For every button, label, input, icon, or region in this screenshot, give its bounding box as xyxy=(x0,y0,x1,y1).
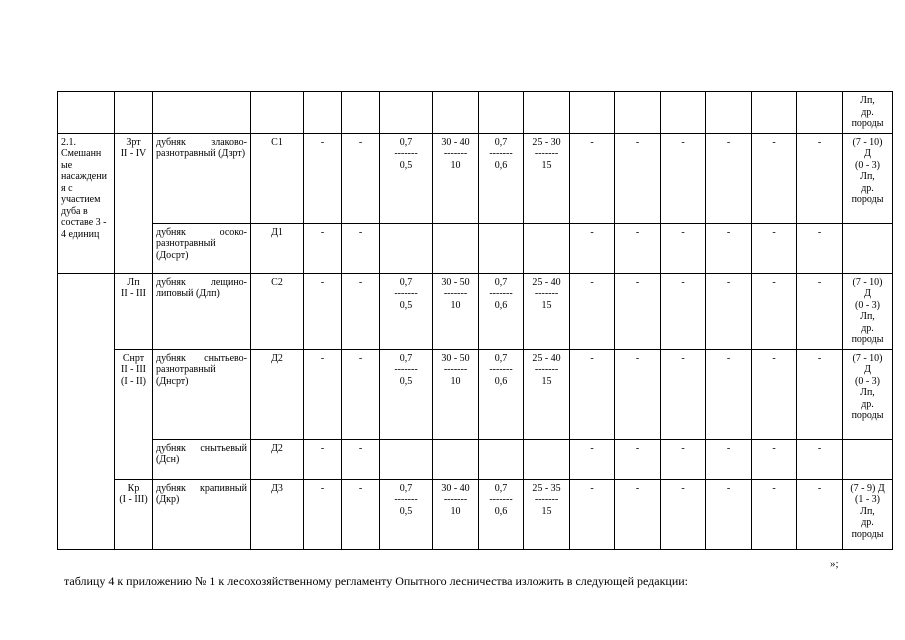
table-cell: - xyxy=(615,273,661,349)
group-cell xyxy=(58,273,115,549)
table-row xyxy=(58,349,893,439)
table-cell xyxy=(115,92,153,134)
table-cell xyxy=(524,439,570,479)
table-cell: - xyxy=(304,223,342,273)
table-cell xyxy=(479,92,524,134)
table-cell: - xyxy=(661,273,706,349)
fraction-cell-part: 0,7 xyxy=(494,276,508,288)
type-cell: дубняк снытьевый (Дсн) xyxy=(153,439,251,479)
table-cell: - xyxy=(570,479,615,549)
table-cell xyxy=(615,92,661,134)
fraction-cell-part: 10 xyxy=(450,159,461,171)
table-cell xyxy=(58,92,115,134)
table-cell: - xyxy=(706,439,752,479)
fraction-cell xyxy=(380,133,433,223)
table-cell xyxy=(433,223,479,273)
table-cell: - xyxy=(797,439,843,479)
fraction-cell-part: 25 - 40 xyxy=(532,276,561,288)
fraction-cell-part: 15 xyxy=(541,159,552,171)
group-cell: 2.1. Смешанн ые насаждени я с участием дуба в составе 3 - 4 единиц xyxy=(58,133,115,273)
fraction-cell-part: 0,5 xyxy=(399,159,413,171)
fraction-cell-part: ------- xyxy=(489,494,513,505)
table-cell xyxy=(304,92,342,134)
fraction-cell-part: 0,6 xyxy=(494,299,508,311)
fraction-cell-part: 0,6 xyxy=(494,375,508,387)
table-cell: - xyxy=(661,439,706,479)
table-cell xyxy=(706,92,752,134)
table-cell: - xyxy=(661,349,706,439)
table-cell xyxy=(797,92,843,134)
fraction-cell-part: ------- xyxy=(534,494,559,505)
table-cell xyxy=(570,92,615,134)
end-quote-mark: »; xyxy=(830,558,839,570)
code-cell: Лп II - III xyxy=(115,273,153,349)
table-cell: - xyxy=(797,479,843,549)
table-cell xyxy=(153,92,251,134)
fraction-cell-part: ------- xyxy=(489,148,513,159)
type-cell: дубняк снытьево-разнотравный (Днсрт) xyxy=(153,349,251,439)
fraction-cell-part: ------- xyxy=(443,288,468,299)
fraction-cell-part: 0,7 xyxy=(494,482,508,494)
fraction-cell-part: 0,7 xyxy=(399,352,413,364)
fraction-cell-part: 25 - 30 xyxy=(532,136,561,148)
table-cell: - xyxy=(797,349,843,439)
table-cell: - xyxy=(752,273,797,349)
fraction-cell-part: ------- xyxy=(394,288,418,299)
table-cell: - xyxy=(342,349,380,439)
code-cell: Кр (I - III) xyxy=(115,479,153,549)
fraction-cell-part: 25 - 35 xyxy=(532,482,561,494)
class-cell: Д3 xyxy=(251,479,304,549)
table-cell xyxy=(433,439,479,479)
fraction-cell-part: 0,7 xyxy=(494,136,508,148)
fraction-cell-part: 0,7 xyxy=(494,352,508,364)
composition-cell: (7 - 9) Д (1 - 3) Лп, др. породы xyxy=(843,479,893,549)
fraction-cell-part: 10 xyxy=(450,375,461,387)
table-row xyxy=(58,223,893,273)
table-cell: - xyxy=(342,223,380,273)
table-cell xyxy=(752,92,797,134)
type-cell: дубняк осоко-разнотравный (Досрт) xyxy=(153,223,251,273)
fraction-cell xyxy=(524,349,570,439)
table-cell: - xyxy=(615,439,661,479)
composition-cell: (7 - 10) Д (0 - 3) Лп, др. породы xyxy=(843,273,893,349)
table-cell xyxy=(380,92,433,134)
fraction-cell-part: 30 - 50 xyxy=(441,352,470,364)
regulation-table xyxy=(57,91,893,550)
composition-cell: (7 - 10) Д (0 - 3) Лп, др. породы xyxy=(843,133,893,223)
table-cell: - xyxy=(304,349,342,439)
fraction-cell-part: 30 - 50 xyxy=(441,276,470,288)
composition-cell xyxy=(843,223,893,273)
table-cell: - xyxy=(304,439,342,479)
fraction-cell-part: ------- xyxy=(394,148,418,159)
table-cell: - xyxy=(706,223,752,273)
table-cell: - xyxy=(752,439,797,479)
fraction-cell-part: 0,7 xyxy=(399,136,413,148)
table-row xyxy=(58,92,893,134)
table-cell: - xyxy=(570,439,615,479)
class-cell: Д2 xyxy=(251,349,304,439)
fraction-cell xyxy=(524,273,570,349)
composition-cell xyxy=(843,439,893,479)
table-cell: - xyxy=(304,273,342,349)
fraction-cell-part: 0,6 xyxy=(494,159,508,171)
type-cell: дубняк злаково-разнотравный (Дзрт) xyxy=(153,133,251,223)
code-cell: Снрт II - III (I - II) xyxy=(115,349,153,479)
fraction-cell-part: 0,6 xyxy=(494,505,508,517)
table-cell xyxy=(661,92,706,134)
table-cell xyxy=(380,223,433,273)
fraction-cell-part: 0,5 xyxy=(399,375,413,387)
fraction-cell xyxy=(479,479,524,549)
fraction-cell xyxy=(524,479,570,549)
table-cell: - xyxy=(615,133,661,223)
fraction-cell xyxy=(433,349,479,439)
fraction-cell-part: ------- xyxy=(534,364,559,375)
fraction-cell xyxy=(524,133,570,223)
fraction-cell xyxy=(479,273,524,349)
table-cell: - xyxy=(342,133,380,223)
table-cell: - xyxy=(342,479,380,549)
table-cell: - xyxy=(570,349,615,439)
table-cell: - xyxy=(797,223,843,273)
table-cell: - xyxy=(615,223,661,273)
table-cell xyxy=(479,439,524,479)
fraction-cell xyxy=(479,133,524,223)
table-cell: - xyxy=(342,439,380,479)
fraction-cell xyxy=(433,479,479,549)
table-row xyxy=(58,273,893,349)
table-row xyxy=(58,133,893,223)
class-cell: Д1 xyxy=(251,223,304,273)
fraction-cell-part: 0,5 xyxy=(399,299,413,311)
composition-cell: (7 - 10) Д (0 - 3) Лп, др. породы xyxy=(843,349,893,439)
table-cell: - xyxy=(752,479,797,549)
class-cell: Д2 xyxy=(251,439,304,479)
fraction-cell-part: 10 xyxy=(450,505,461,517)
table-cell: - xyxy=(706,479,752,549)
table-cell: - xyxy=(570,273,615,349)
table-cell: - xyxy=(797,133,843,223)
table-row xyxy=(58,439,893,479)
table-cell xyxy=(524,92,570,134)
table-cell: - xyxy=(570,133,615,223)
fraction-cell-part: 0,7 xyxy=(399,276,413,288)
table-cell xyxy=(380,439,433,479)
fraction-cell-part: 15 xyxy=(541,299,552,311)
table-cell: - xyxy=(752,223,797,273)
class-cell: С1 xyxy=(251,133,304,223)
fraction-cell-part: 15 xyxy=(541,375,552,387)
table-cell xyxy=(251,92,304,134)
fraction-cell-part: ------- xyxy=(489,288,513,299)
table-cell: - xyxy=(304,133,342,223)
table-cell xyxy=(524,223,570,273)
table-cell: - xyxy=(752,133,797,223)
fraction-cell-part: 25 - 40 xyxy=(532,352,561,364)
table-cell: - xyxy=(570,223,615,273)
table-cell: - xyxy=(342,273,380,349)
fraction-cell-part: ------- xyxy=(443,364,468,375)
table-cell: - xyxy=(615,479,661,549)
fraction-cell-part: 30 - 40 xyxy=(441,136,470,148)
amendment-note: таблицу 4 к приложению № 1 к лесохозяйственному регламенту Опытного лесничества изложить в следующей редакции: xyxy=(64,574,689,588)
type-cell: дубняк лещино-липовый (Длп) xyxy=(153,273,251,349)
table-cell xyxy=(433,92,479,134)
table-cell: Лп, др. породы xyxy=(843,92,893,134)
fraction-cell-part: ------- xyxy=(489,364,513,375)
fraction-cell-part: ------- xyxy=(443,148,468,159)
table-cell: - xyxy=(304,479,342,549)
fraction-cell xyxy=(380,273,433,349)
fraction-cell xyxy=(380,479,433,549)
fraction-cell-part: ------- xyxy=(534,288,559,299)
table-cell: - xyxy=(706,273,752,349)
table-cell: - xyxy=(706,349,752,439)
table-cell xyxy=(479,223,524,273)
code-cell: Зрт II - IV xyxy=(115,133,153,273)
table-cell: - xyxy=(661,479,706,549)
fraction-cell-part: ------- xyxy=(394,494,418,505)
table-cell: - xyxy=(615,349,661,439)
table-cell: - xyxy=(706,133,752,223)
fraction-cell-part: ------- xyxy=(443,494,468,505)
fraction-cell-part: 10 xyxy=(450,299,461,311)
fraction-cell xyxy=(433,133,479,223)
type-cell: дубняк крапивный (Дкр) xyxy=(153,479,251,549)
table-cell: - xyxy=(661,133,706,223)
class-cell: С2 xyxy=(251,273,304,349)
fraction-cell xyxy=(380,349,433,439)
fraction-cell-part: 15 xyxy=(541,505,552,517)
table-cell xyxy=(342,92,380,134)
fraction-cell-part: ------- xyxy=(394,364,418,375)
fraction-cell xyxy=(479,349,524,439)
fraction-cell xyxy=(433,273,479,349)
table-row xyxy=(58,479,893,549)
table-cell: - xyxy=(661,223,706,273)
fraction-cell-part: 0,7 xyxy=(399,482,413,494)
fraction-cell-part: 30 - 40 xyxy=(441,482,470,494)
fraction-cell-part: 0,5 xyxy=(399,505,413,517)
table-cell: - xyxy=(797,273,843,349)
fraction-cell-part: ------- xyxy=(534,148,559,159)
table-cell: - xyxy=(752,349,797,439)
